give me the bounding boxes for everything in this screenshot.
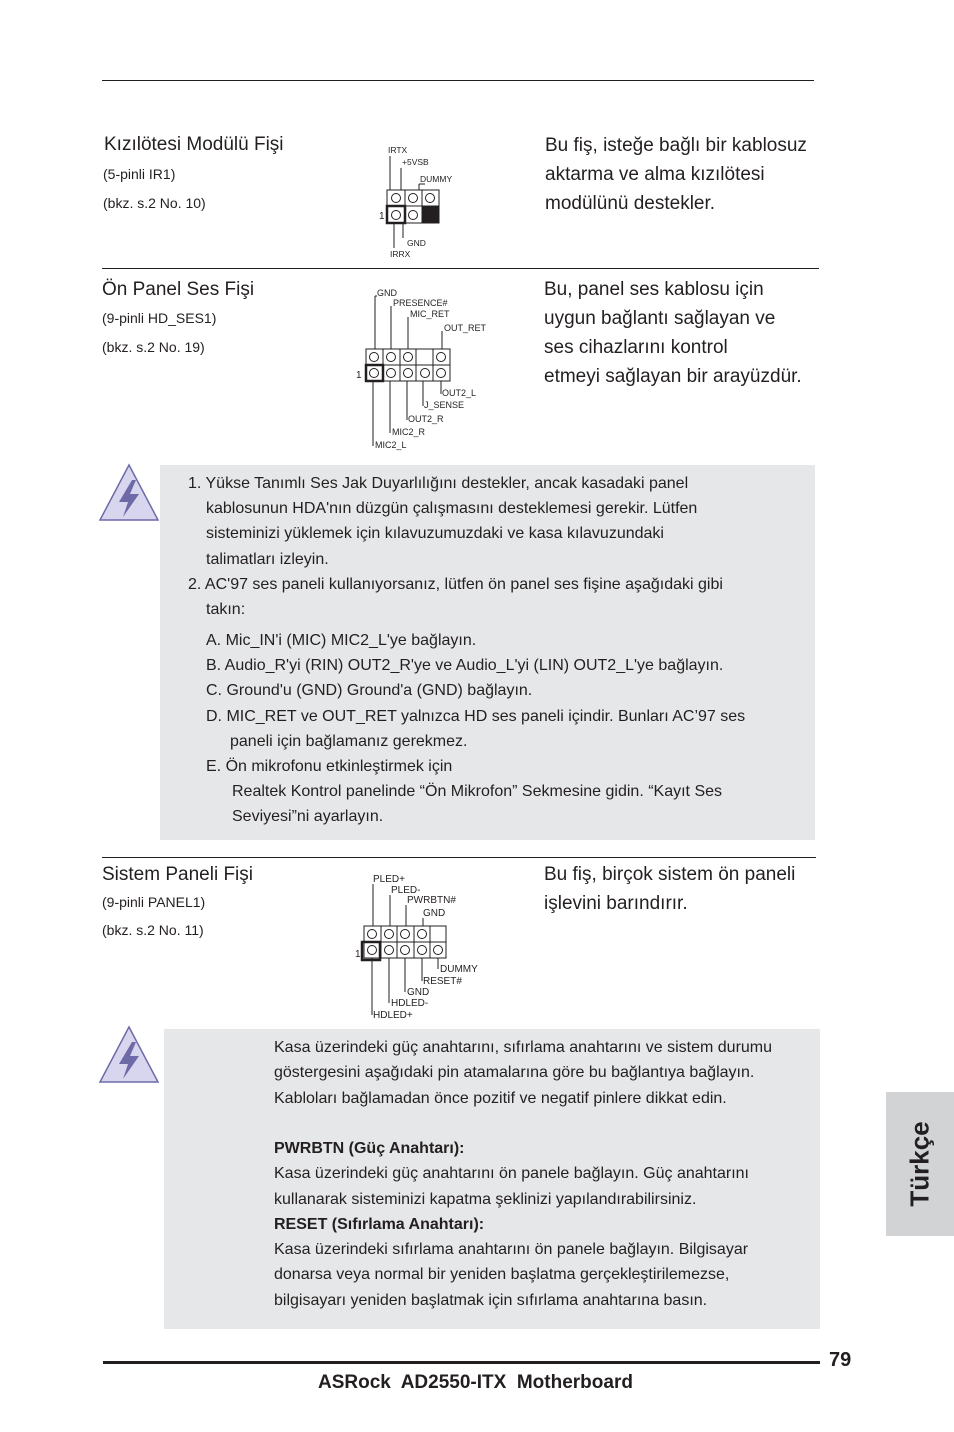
note-line: Seviyesi”ni ayarlayın. [232, 808, 384, 825]
section-title: Kızılötesi Modülü Fişi [104, 134, 284, 155]
section-pins-label: (9-pinli HD_SES1) [102, 310, 217, 326]
note-line: takın: [206, 601, 246, 618]
note-line: 2. AC'97 ses paneli kullanıyorsanız, lütfen ön panel ses fişine aşağıdaki gibi [188, 576, 723, 593]
pin-label: GND [377, 288, 397, 298]
warning-icon [98, 1024, 158, 1084]
description-line: Bu fiş, birçok sistem ön paneli [544, 864, 796, 885]
pin-label: IRRX [390, 249, 411, 259]
description-line: etmeyi sağlayan bir arayüzdür. [544, 366, 802, 387]
pin-label: OUT2_L [442, 388, 477, 398]
note-line: E. Ön mikrofonu etkinleştirmek için [206, 758, 453, 775]
pin-label: GND [407, 987, 430, 998]
front-audio-header-diagram [352, 284, 502, 454]
section-divider [102, 857, 816, 858]
description-line: aktarma ve alma kızılötesi [545, 164, 765, 185]
section-reference: (bkz. s.2 No. 10) [103, 195, 206, 211]
pin-label: OUT_RET [444, 323, 487, 333]
note-line: Kasa üzerindeki güç anahtarını, sıfırlama anahtarını ve sistem durumu [274, 1039, 773, 1056]
note-line: Kasa üzerindeki güç anahtarını ön panele bağlayın. Güç anahtarını [274, 1165, 749, 1182]
note-line: talimatları izleyin. [206, 551, 329, 568]
ir-header-diagram [375, 144, 465, 260]
warning-icon [98, 462, 158, 522]
pin-label: MIC2_L [375, 440, 407, 450]
note-line: paneli için bağlamanız gerekmez. [230, 733, 468, 750]
pin-label: GND [423, 908, 446, 919]
note-line: A. Mic_IN'i (MIC) MIC2_L'ye bağlayın. [206, 632, 477, 649]
pwrbtn-heading: PWRBTN (Güç Anahtarı): [274, 1140, 465, 1157]
pin-one-label: 1 [379, 211, 385, 222]
pin-label: DUMMY [420, 174, 453, 184]
system-panel-header-diagram [352, 868, 502, 1023]
section-title: Sistem Paneli Fişi [102, 864, 253, 885]
note-line: sisteminizi yüklemek için kılavuzumuzdaki ve kasa kılavuzundaki [206, 525, 664, 542]
section-reference: (bkz. s.2 No. 19) [102, 339, 205, 355]
section-pins-label: (9-pinli PANEL1) [102, 894, 206, 910]
section-title: Ön Panel Ses Fişi [102, 279, 255, 300]
pin-label: +5VSB [402, 157, 429, 167]
note-line: C. Ground'u (GND) Ground'a (GND) bağlayın. [206, 682, 533, 699]
pin-label: J_SENSE [424, 400, 465, 410]
description-line: Bu, panel ses kablosu için [544, 279, 764, 300]
section-description [545, 131, 807, 218]
note-line: B. Audio_R'yi (RIN) OUT2_R'ye ve Audio_L'yi (LIN) OUT2_L'ye bağlayın. [206, 657, 724, 674]
note-line: Kabloları bağlamadan önce pozitif ve negatif pinlere dikkat edin. [274, 1090, 727, 1107]
pin-label: GND [407, 238, 426, 248]
pin-label: MIC_RET [410, 309, 450, 319]
footer-model: ASRock AD2550-ITX Motherboard [318, 1372, 633, 1393]
pin-one-label: 1 [356, 370, 362, 381]
note-line: göstergesini aşağıdaki pin atamalarına göre bu bağlantıya bağlayın. [274, 1064, 755, 1081]
note-box-audio [160, 465, 815, 840]
pin-label: RESET# [423, 976, 462, 987]
note-line: donarsa veya normal bir yeniden başlatma gerçekleştirilemezse, [274, 1266, 730, 1283]
pin-label: PLED- [391, 885, 421, 896]
description-line: ses cihazlarını kontrol [544, 337, 728, 358]
pin-label: PLED+ [373, 874, 405, 885]
description-line: uygun bağlantı sağlayan ve [544, 308, 776, 329]
pin-label: PRESENCE# [393, 298, 448, 308]
section-description [544, 860, 795, 918]
note-box-system-panel [164, 1029, 820, 1329]
footer-rule [103, 1361, 820, 1364]
pin-one-label: 1 [355, 949, 361, 960]
section-reference: (bkz. s.2 No. 11) [102, 922, 204, 938]
pin-label: PWRBTN# [407, 895, 456, 906]
note-line: D. MIC_RET ve OUT_RET yalnızca HD ses paneli içindir. Bunları AC’97 ses [206, 708, 746, 725]
description-line: işlevini barındırır. [544, 893, 688, 914]
page-number: 79 [829, 1349, 852, 1371]
section-pins-label: (5-pinli IR1) [103, 166, 176, 182]
pin-label: IRTX [388, 145, 408, 155]
pin-label: DUMMY [440, 964, 478, 975]
description-line: modülünü destekler. [545, 193, 716, 214]
top-rule [102, 80, 814, 81]
pin-label: HDLED- [391, 998, 429, 1009]
note-line: Kasa üzerindeki sıfırlama anahtarını ön panele bağlayın. Bilgisayar [274, 1241, 749, 1258]
description-line: Bu fiş, isteğe bağlı bir kablosuz [545, 135, 807, 156]
note-line: 1. Yükse Tanımlı Ses Jak Duyarlılığını destekler, ancak kasadaki panel [188, 475, 689, 492]
note-line: bilgisayarı yeniden başlatmak için sıfırlama anahtarına basın. [274, 1292, 708, 1309]
language-tab [886, 1092, 954, 1236]
section-description [544, 275, 802, 391]
note-line: kullanarak sisteminizi kapatma şeklinizi yapılandırabilirsiniz. [274, 1191, 697, 1208]
pin-label: OUT2_R [408, 414, 444, 424]
reset-heading: RESET (Sıfırlama Anahtarı): [274, 1216, 485, 1233]
pin-label: HDLED+ [373, 1010, 413, 1021]
section-divider [102, 268, 819, 269]
pin-label: MIC2_R [392, 427, 426, 437]
note-line: kablosunun HDA'nın düzgün çalışmasını desteklemesi gerekir. Lütfen [206, 500, 698, 517]
language-tab-label: Türkçe [904, 1121, 935, 1207]
note-line: Realtek Kontrol panelinde “Ön Mikrofon” Sekmesine gidin. “Kayıt Ses [232, 783, 723, 800]
